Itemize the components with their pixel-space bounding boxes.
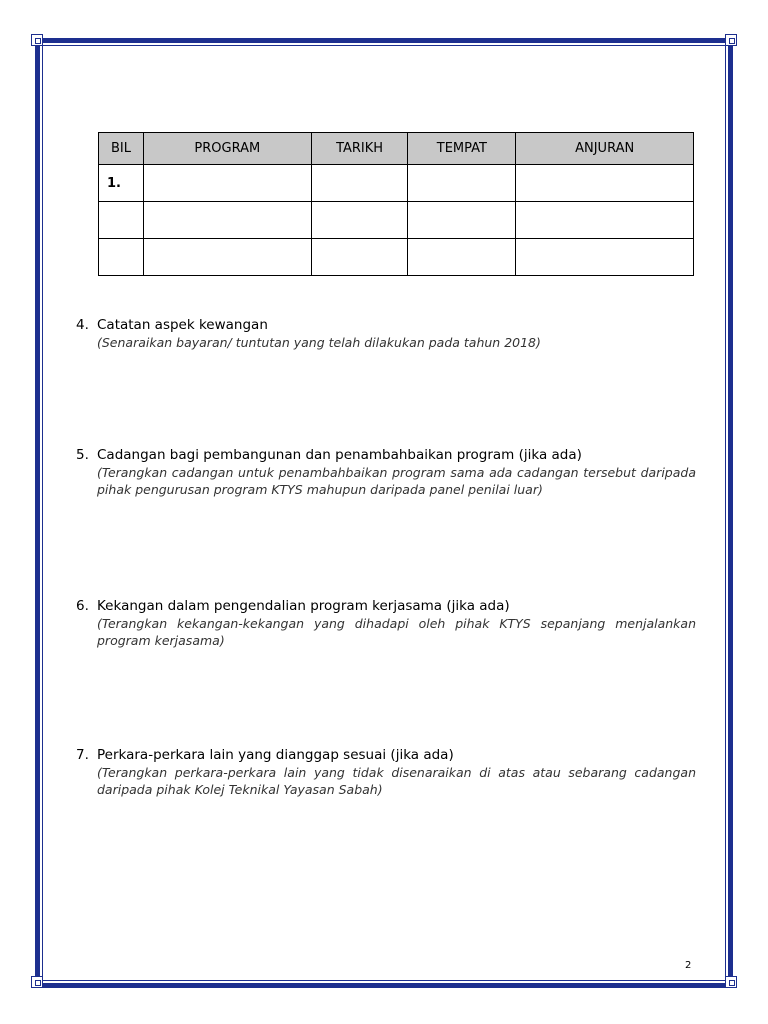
table-row: [99, 202, 694, 239]
section-title: Catatan aspek kewangan: [97, 317, 268, 333]
col-header-program: PROGRAM: [143, 133, 311, 165]
section-heading: [76, 316, 696, 334]
table-cell: 1.: [99, 165, 144, 202]
corner-ornament-top-left: [31, 34, 43, 46]
corner-ornament-top-right: [725, 34, 737, 46]
section-6-constraints: [76, 597, 696, 649]
table-row: [99, 165, 694, 202]
table-cell: [408, 239, 516, 276]
table-cell: [408, 165, 516, 202]
col-header-tempat: TEMPAT: [408, 133, 516, 165]
table-cell: [311, 165, 408, 202]
program-table: [98, 132, 694, 276]
col-header-bil: BIL: [99, 133, 144, 165]
section-heading: [76, 746, 696, 764]
table-cell: [143, 165, 311, 202]
page-number: 2: [685, 960, 692, 971]
section-title: Cadangan bagi pembangunan dan penambahbaikan program (jika ada): [97, 447, 582, 463]
section-heading: [76, 597, 696, 615]
section-note: (Terangkan cadangan untuk penambahbaikan program sama ada cadangan tersebut daripada pihak pengurusan program KTYS mahupun daripada panel penilai luar): [97, 465, 696, 497]
section-title: Kekangan dalam pengendalian program kerjasama (jika ada): [97, 598, 510, 614]
section-note: (Terangkan perkara-perkara lain yang tidak disenaraikan di atas atau sebarang cadangan daripada pihak Kolej Teknikal Yayasan Sabah): [97, 765, 696, 797]
table-cell: [99, 202, 144, 239]
table-cell: [516, 239, 694, 276]
table-cell: [516, 165, 694, 202]
table-cell: [143, 239, 311, 276]
col-header-anjuran: ANJURAN: [516, 133, 694, 165]
corner-ornament-bottom-right: [725, 976, 737, 988]
col-header-tarikh: TARIKH: [311, 133, 408, 165]
section-number: 4.: [76, 317, 89, 333]
table-cell: [99, 239, 144, 276]
table-cell: [311, 202, 408, 239]
table-row: [99, 239, 694, 276]
section-heading: [76, 446, 696, 464]
section-number: 7.: [76, 747, 89, 763]
table-header-row: [99, 133, 694, 165]
section-number: 5.: [76, 447, 89, 463]
table-cell: [516, 202, 694, 239]
section-note: (Terangkan kekangan-kekangan yang dihadapi oleh pihak KTYS sepanjang menjalankan program kerjasama): [97, 616, 696, 648]
table-cell: [143, 202, 311, 239]
section-5-improvement-proposals: [76, 446, 696, 498]
corner-ornament-bottom-left: [31, 976, 43, 988]
section-title: Perkara-perkara lain yang dianggap sesuai (jika ada): [97, 747, 454, 763]
table-cell: [408, 202, 516, 239]
section-7-other-matters: [76, 746, 696, 798]
table-cell: [311, 239, 408, 276]
section-4-financial-notes: [76, 316, 696, 351]
section-note: (Senaraikan bayaran/ tuntutan yang telah dilakukan pada tahun 2018): [97, 335, 541, 350]
section-number: 6.: [76, 598, 89, 614]
